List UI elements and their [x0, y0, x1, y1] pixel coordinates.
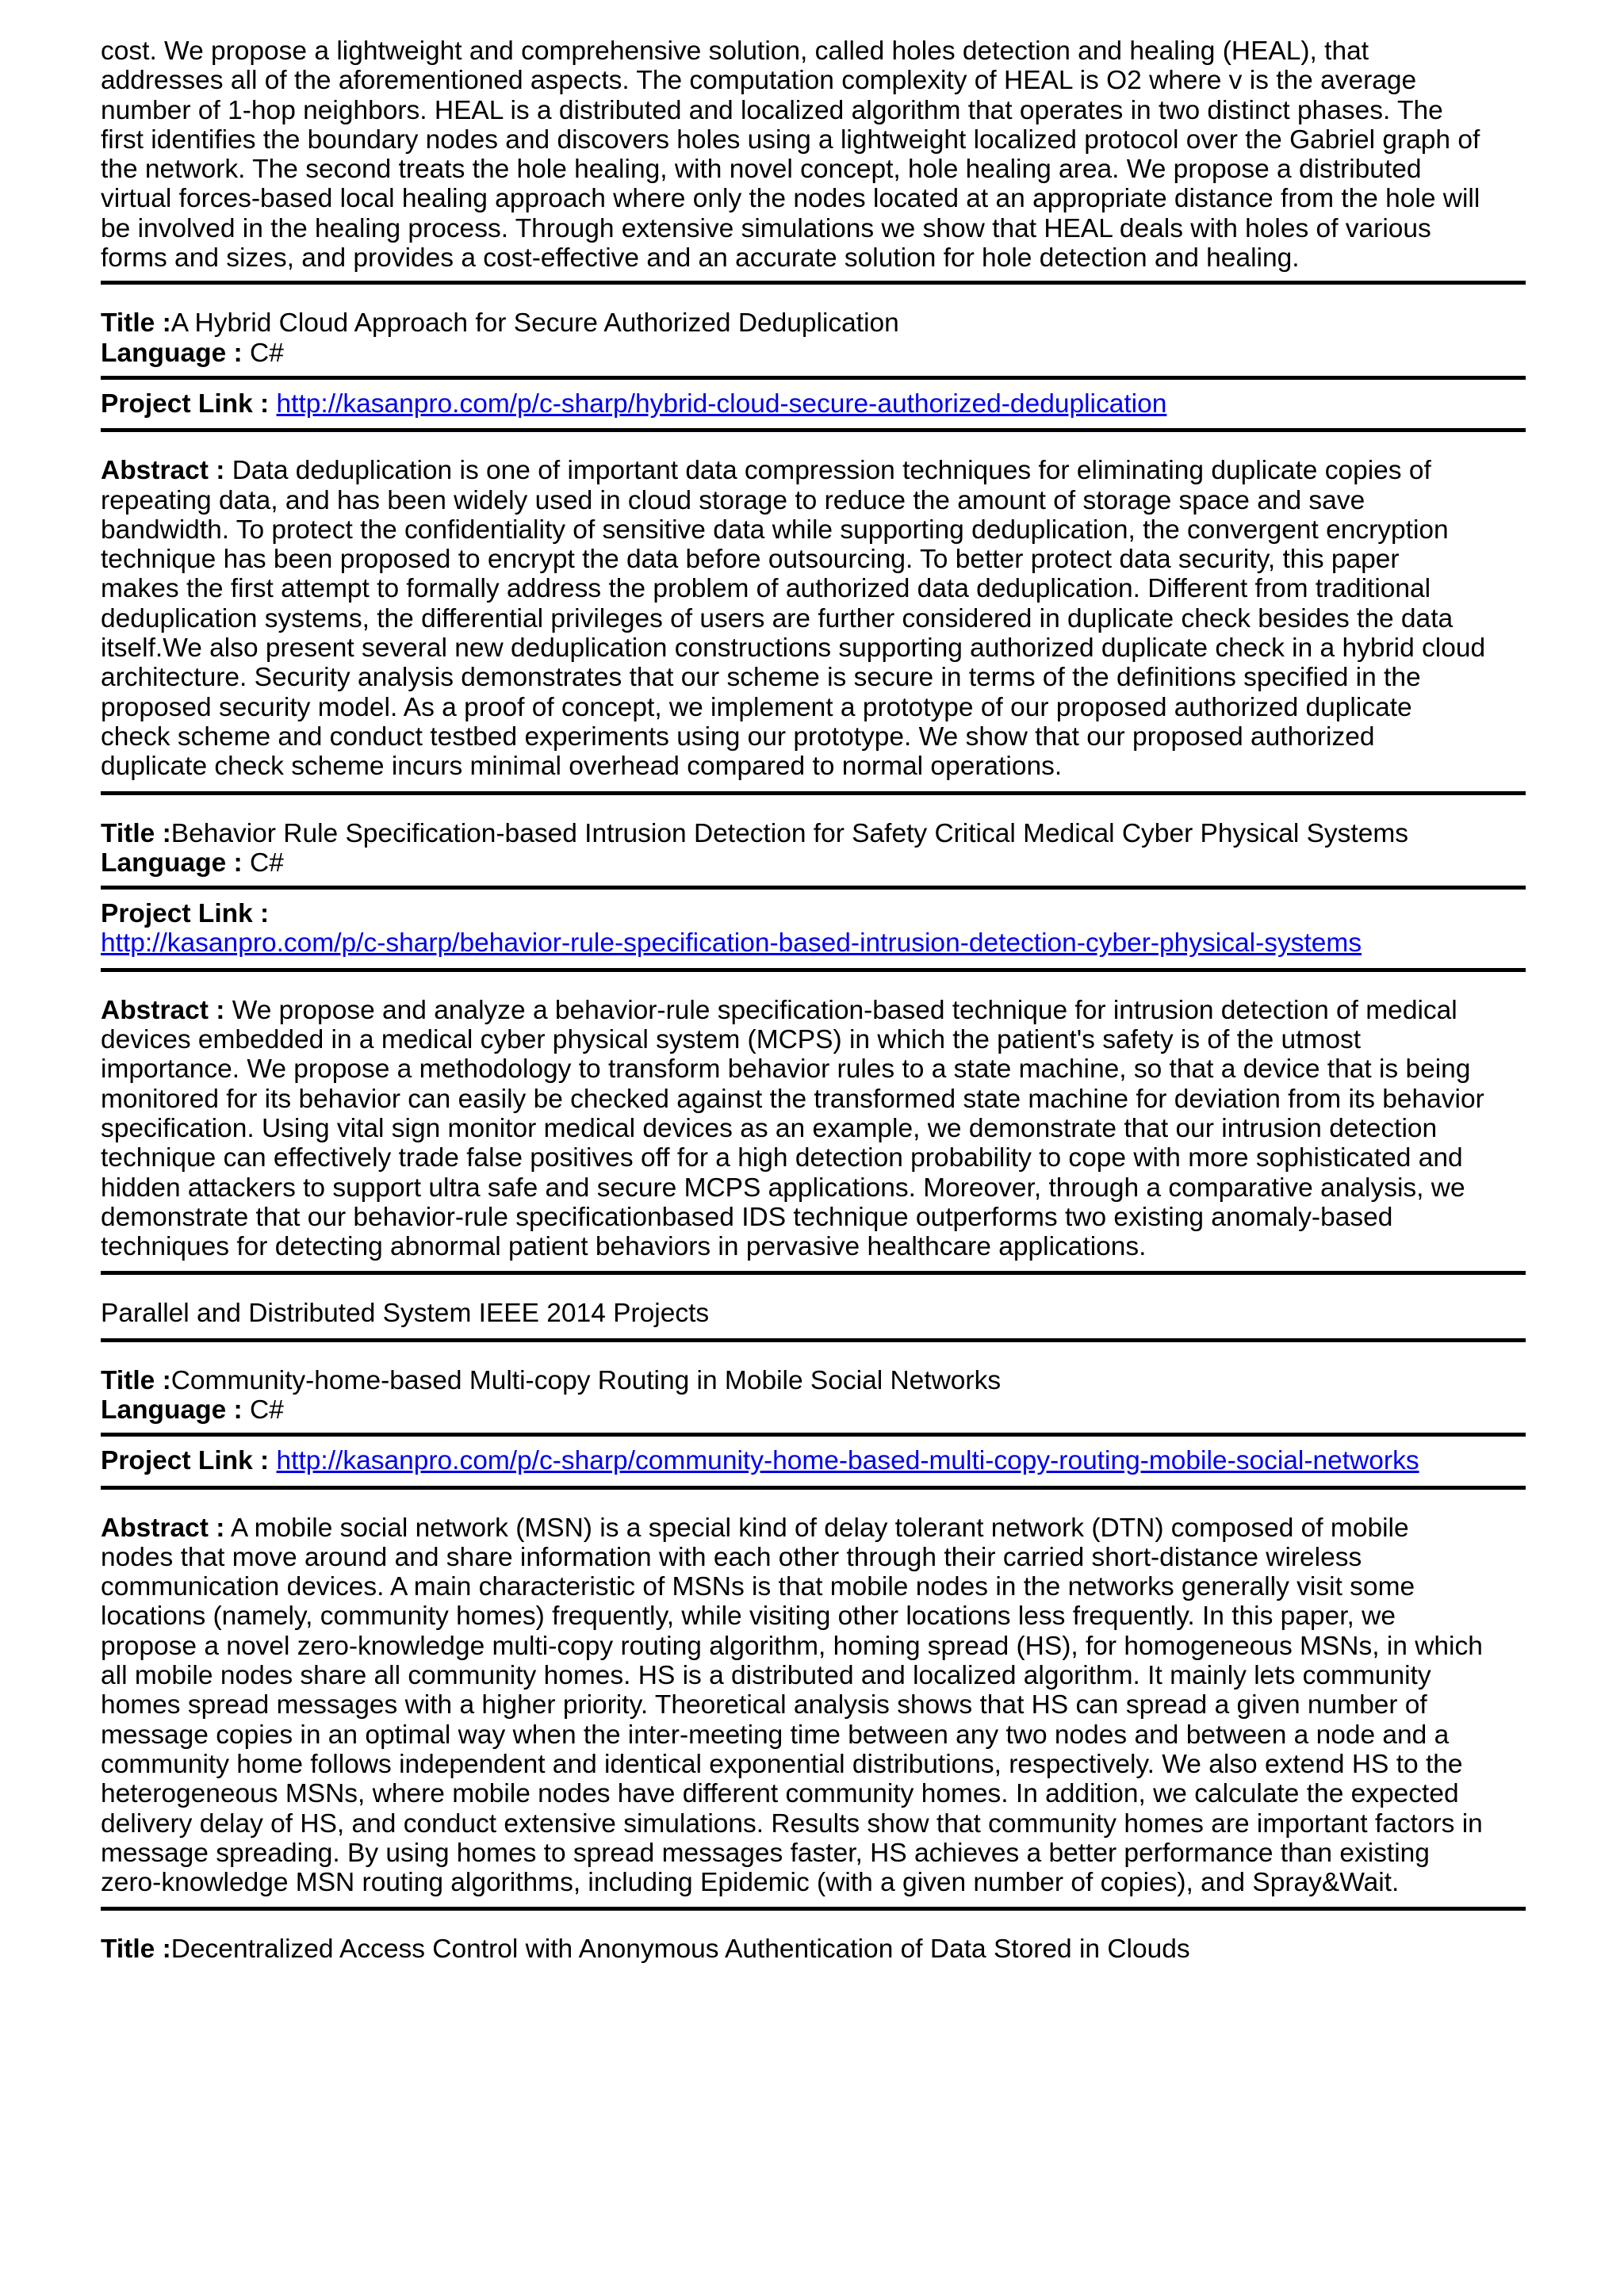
project-link[interactable]: http://kasanpro.com/p/c-sharp/community-home-based-multi-copy-routing-mobile-social-networks: [276, 1446, 1419, 1476]
abstract-label: Abstract :: [101, 995, 225, 1025]
project-title: Behavior Rule Specification-based Intrusion Detection for Safety Critical Medical Cyber Physical Systems: [170, 818, 1409, 848]
abstract-text: repeating data, and has been widely used in cloud storage to reduce the amount of storage space and save bandwidth. To protect the confidentiality of sensitive data while supporting deduplication, the convergent encryption technique has been proposed to encrypt the data before outsourcing. To better protect data security, this paper makes the first attempt to formally address the problem of authorized data deduplication. Different from traditional deduplication systems, the differential privileges of users are further considered in duplicate check besides the data itself.We also present several new deduplication constructions supporting authorized duplicate check in a hybrid cloud architecture. Security analysis demonstrates that our scheme is secure in terms of the definitions specified in the proposed security model. As a proof of concept, we implement a prototype of our proposed authorized duplicate check scheme and conduct testbed experiments using our prototype. We show that our proposed authorized duplicate check scheme incurs minimal overhead compared to normal operations.: [101, 485, 1486, 782]
abstract-label: Abstract :: [101, 1513, 225, 1543]
divider: [101, 1433, 1526, 1437]
divider: [101, 1271, 1526, 1275]
title-label: Title :: [101, 308, 171, 339]
project-abstract: [101, 996, 1526, 1262]
intro-abstract: cost. We propose a lightweight and comprehensive solution, called holes detection and healing (HEAL), that addresses all of the aforementioned aspects. The computation complexity of HEAL is O2 where v is the average number of 1-hop neighbors. HEAL is a distributed and localized algorithm that operates in two distinct phases. The first identifies the boundary nodes and discovers holes using a lightweight localized protocol over the Gabriel graph of the network. The second treats the hole healing, with novel concept, hole healing area. We propose a distributed virtual forces-based local healing approach where only the nodes located at an appropriate distance from the hole will be involved in the healing process. Through extensive simulations we show that HEAL deals with holes of various forms and sizes, and provides a cost-effective and an accurate solution for hole detection and healing.: [101, 36, 1480, 274]
abstract-first-line: Data deduplication is one of important data compression techniques for eliminating duplicate copies of: [232, 456, 1431, 486]
project-link-label: Project Link :: [101, 899, 270, 929]
project-abstract: [101, 1513, 1526, 1898]
title-label: Title :: [101, 1934, 171, 1965]
project-title: Community-home-based Multi-copy Routing in Mobile Social Networks: [170, 1365, 1002, 1395]
divider: [101, 1486, 1526, 1490]
project-title: A Hybrid Cloud Approach for Secure Authorized Deduplication: [170, 308, 899, 339]
divider: [101, 428, 1526, 432]
abstract-first-line: We propose and analyze a behavior-rule specification-based technique for intrusion detection of medical: [232, 995, 1457, 1025]
project-title-block: [101, 1366, 1526, 1425]
divider: [101, 376, 1526, 380]
language-label: Language :: [101, 1395, 243, 1425]
divider: [101, 1338, 1526, 1342]
language-label: Language :: [101, 848, 243, 878]
divider: [101, 1907, 1526, 1911]
abstract-first-line: A mobile social network (MSN) is a special kind of delay tolerant network (DTN) composed of mobile: [230, 1513, 1409, 1543]
project-link-block: [101, 899, 1526, 959]
project-title-block: [101, 819, 1526, 878]
project-title: Decentralized Access Control with Anonymous Authentication of Data Stored in Clouds: [170, 1934, 1190, 1965]
project-link[interactable]: http://kasanpro.com/p/c-sharp/behavior-rule-specification-based-intrusion-detection-cyber-physical-systems: [101, 928, 1362, 959]
project-link-label: Project Link :: [101, 1446, 270, 1476]
title-label: Title :: [101, 1365, 171, 1395]
title-label: Title :: [101, 818, 171, 848]
project-language: C#: [250, 338, 284, 368]
project-link-block: [101, 389, 1526, 419]
section-heading: Parallel and Distributed System IEEE 2014 Projects: [101, 1299, 710, 1329]
language-label: Language :: [101, 338, 243, 368]
document-page: [101, 36, 1526, 1965]
abstract-label: Abstract :: [101, 456, 225, 486]
project-link-block: [101, 1446, 1526, 1475]
project-language: C#: [250, 848, 284, 878]
project-title-block: [101, 1934, 1526, 1964]
project-link[interactable]: http://kasanpro.com/p/c-sharp/hybrid-cloud-secure-authorized-deduplication: [276, 388, 1167, 419]
divider: [101, 791, 1526, 795]
project-link-label: Project Link :: [101, 388, 270, 419]
project-abstract: [101, 456, 1526, 781]
abstract-text: devices embedded in a medical cyber physical system (MCPS) in which the patient's safety is of the utmost importance. We propose a methodology to transform behavior rules to a state machine, so that a device that is being monitored for its behavior can easily be checked against the transformed state machine for deviation from its behavior specification. Using vital sign monitor medical devices as an example, we demonstrate that our intrusion detection technique can effectively trade false positives off for a high detection probability to cope with more sophisticated and hidden attackers to support ultra safe and secure MCPS applications. Moreover, through a comparative analysis, we demonstrate that our behavior-rule specificationbased IDS technique outperforms two existing anomaly-based techniques for detecting abnormal patient behaviors in pervasive healthcare applications.: [101, 1025, 1484, 1262]
divider: [101, 968, 1526, 972]
project-title-block: [101, 308, 1526, 368]
project-language: C#: [250, 1395, 284, 1425]
divider: [101, 281, 1526, 285]
divider: [101, 886, 1526, 890]
abstract-text: nodes that move around and share information with each other through their carried short-distance wireless communication devices. A main characteristic of MSNs is that mobile nodes in the networks generally visit some locations (namely, community homes) frequently, while visiting other locations less frequently. In this paper, we propose a novel zero-knowledge multi-copy routing algorithm, homing spread (HS), for homogeneous MSNs, in which all mobile nodes share all community homes. HS is a distributed and localized algorithm. It mainly lets community homes spread messages with a higher priority. Theoretical analysis shows that HS can spread a given number of message copies in an optimal way when the inter-meeting time between any two nodes and between a node and a community home follows independent and identical exponential distributions, respectively. We also extend HS to the heterogeneous MSNs, where mobile nodes have different community homes. In addition, we calculate the expected delivery delay of HS, and conduct extensive simulations. Results show that community homes are important factors in message spreading. By using homes to spread messages faster, HS achieves a better performance than existing zero-knowledge MSN routing algorithms, including Epidemic (with a given number of copies), and Spray&Wait.: [101, 1542, 1483, 1898]
